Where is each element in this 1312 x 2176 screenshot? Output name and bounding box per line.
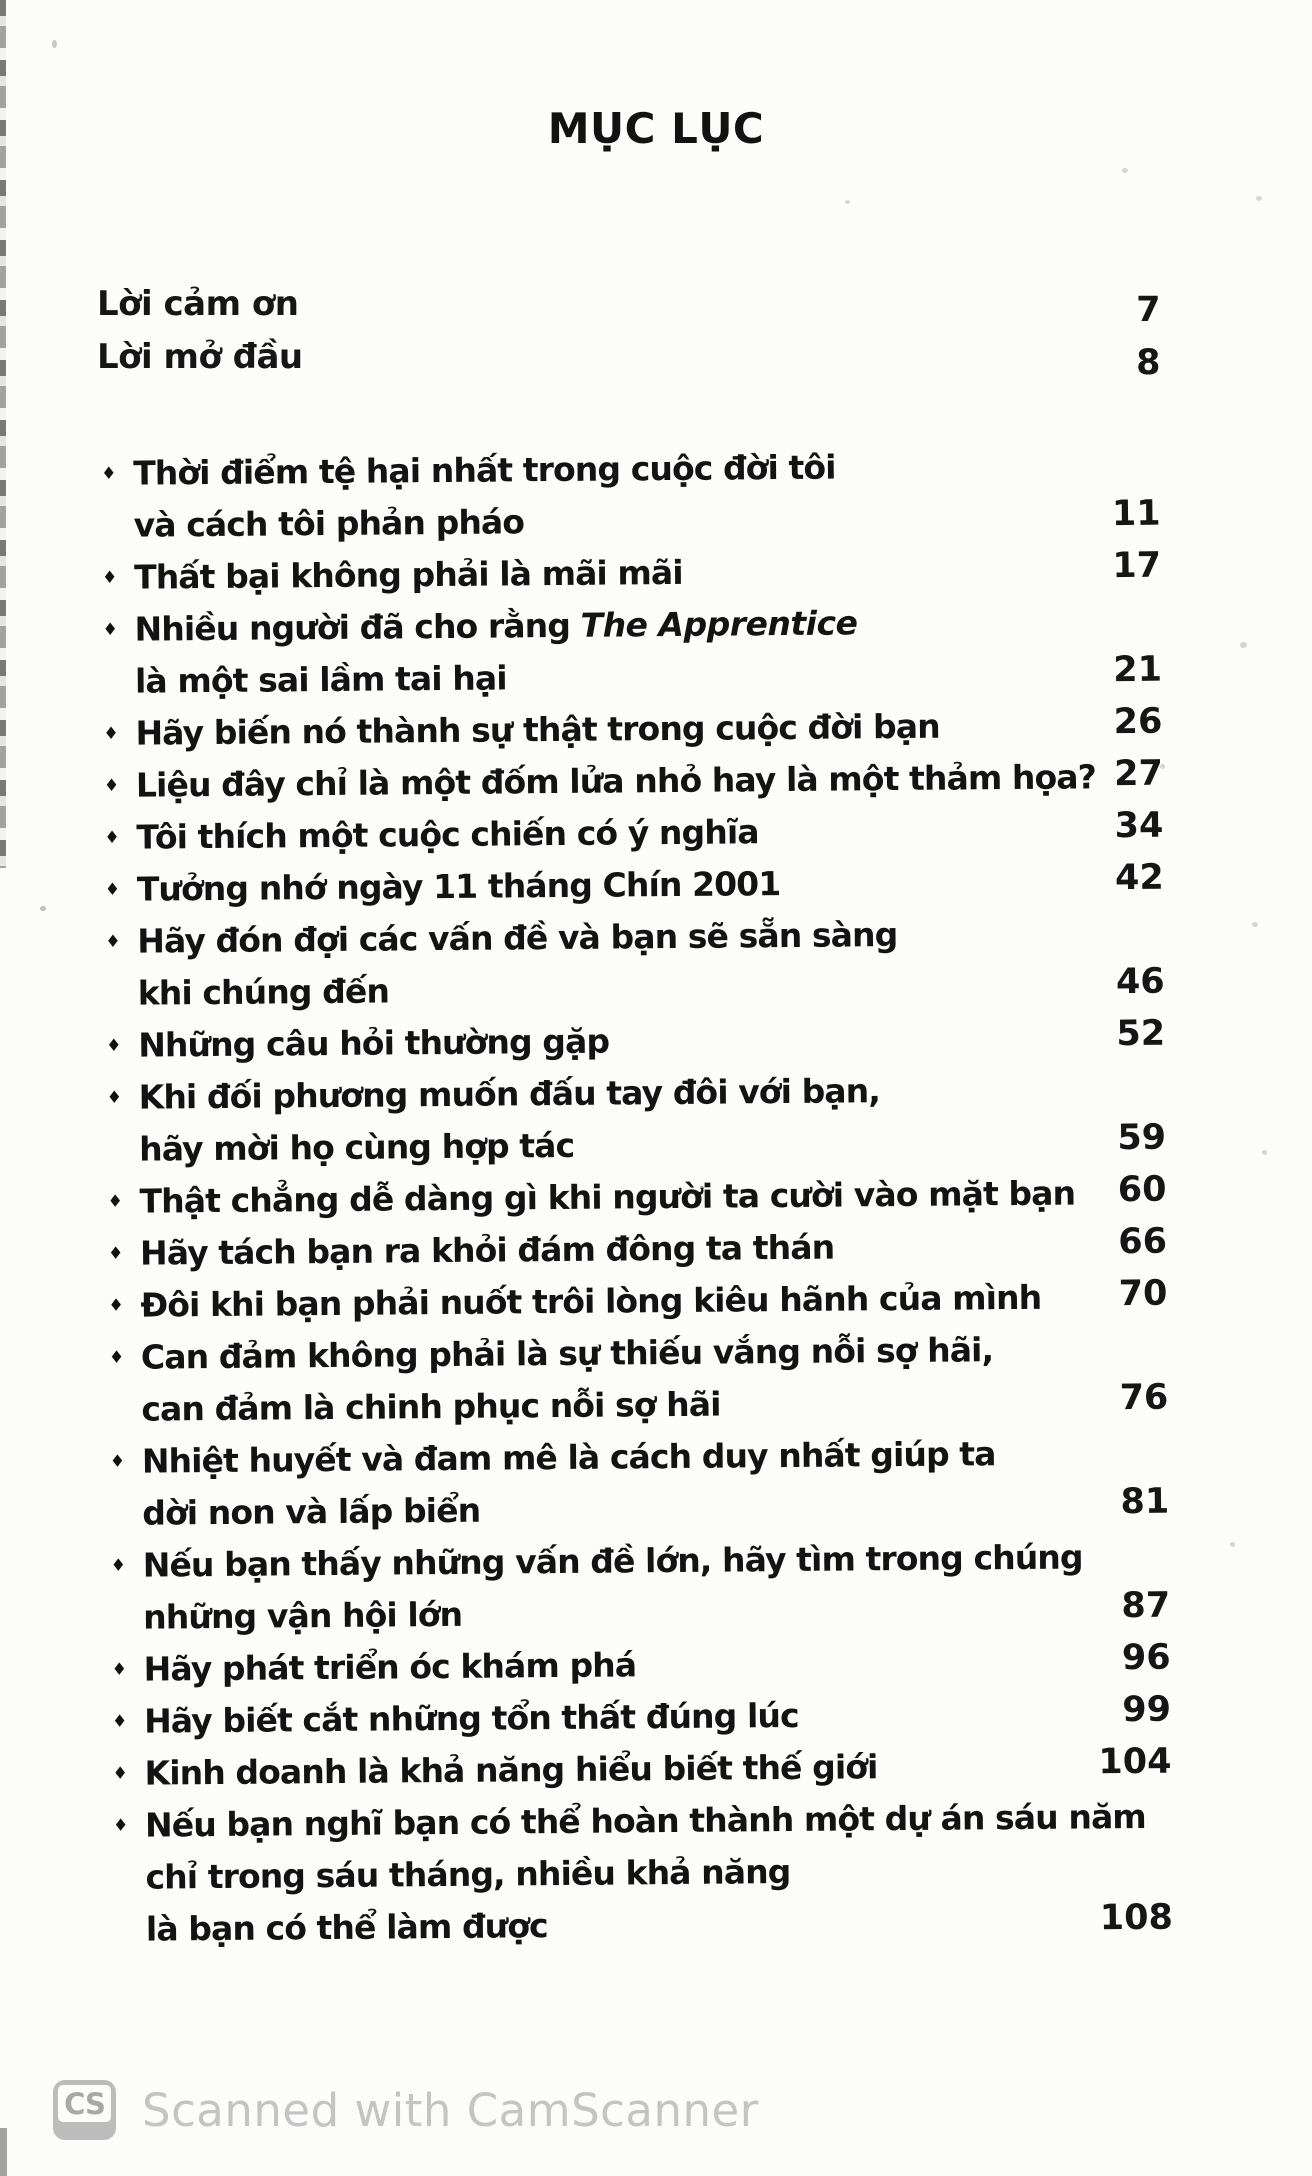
toc-entry [108,1687,1171,1748]
toc-page-number: 76 [1119,1377,1169,1419]
toc-entry-text [134,595,1074,707]
toc-entry [103,1167,1166,1228]
bullet-icon: ♦ [109,1451,126,1472]
scan-speckle [1256,196,1262,201]
toc-entry-line: Hãy biến nó thành sự thật trong cuộc đời bạn [135,706,940,753]
toc-entry [102,1011,1165,1072]
toc-entry [101,855,1164,916]
toc-entry-line: Nếu bạn nghĩ bạn có thể hoàn thành một dự án sáu năm [144,1796,1146,1845]
front-matter [97,278,1160,384]
toc-entry [109,1791,1173,1956]
toc-entry [100,803,1163,864]
toc-entry-line: Thật chẳng dễ dàng gì khi người ta cười vào mặt bạn [139,1173,1076,1221]
front-matter-row [97,331,1160,384]
toc-entry-text [142,1427,1082,1539]
toc-page-number: 87 [1121,1585,1171,1627]
toc-entry-text [133,439,1073,551]
toc-entry-text [138,1063,1078,1175]
bullet-icon: ♦ [110,1555,127,1576]
front-matter-row [97,278,1160,331]
toc-entry [100,751,1163,812]
toc-entry-line: Nhiều người đã cho rằng The Apprentice [134,603,858,649]
camscanner-logo-icon [53,2080,116,2140]
toc-page-number: 81 [1120,1481,1170,1523]
scan-speckle [1252,922,1258,927]
toc-entry-line: Can đảm không phải là sự thiếu vắng nỗi sợ hãi, [140,1330,994,1377]
front-matter-page-number: 7 [1136,290,1160,330]
toc-entry [102,1063,1166,1176]
toc-entry [107,1531,1171,1644]
camscanner-footer [53,2080,759,2140]
toc-entry-text [140,1271,1079,1331]
toc-entry [98,595,1162,708]
toc-entry-line: Kinh doanh là khả năng hiểu biết thế giới [144,1747,878,1793]
toc-page-number: 46 [1115,961,1165,1003]
toc-entry-line: Tôi thích một cuộc chiến có ý nghĩa [136,812,759,857]
toc-entry-line: Hãy biết cắt những tổn thất đúng lúc [143,1695,799,1741]
bullet-icon: ♦ [106,1035,122,1056]
toc-entry-line: Khi đối phương muốn đấu tay đôi với bạn, [138,1071,881,1117]
toc-entry-text [134,543,1073,603]
toc-page-number: 99 [1122,1689,1172,1731]
toc-page-number: 42 [1114,857,1164,899]
bullet-icon: ♦ [107,1191,123,1212]
toc-entry-line: là một sai lầm tai hại [134,658,507,701]
toc-entry-line: là bạn có thể làm được [145,1906,548,1949]
toc-entry-text [137,907,1077,1019]
toc-entry-text [135,751,1097,811]
bullet-icon: ♦ [112,1711,128,1732]
toc-entry-line: Hãy phát triển óc khám phá [143,1645,637,1689]
toc-entry-text [144,1687,1083,1747]
toc-entry-text [144,1739,1083,1799]
toc-entry [108,1739,1171,1800]
bullet-icon: ♦ [105,931,121,952]
bullet-icon: ♦ [112,1763,128,1784]
toc-entry [98,543,1161,604]
toc-entry-text [143,1635,1082,1695]
bullet-icon: ♦ [106,1087,123,1108]
toc-entry-line: Hãy đón đợi các vấn đề và bạn sẽ sẵn sàng [137,915,898,961]
scan-speckle [845,200,850,204]
scan-edge-artifact-bottom [0,2128,7,2176]
toc-entry-line: Liệu đây chỉ là một đốm lửa nhỏ hay là một thảm họa? [135,757,1097,805]
toc-page-number: 108 [1099,1897,1174,1939]
toc-page-number: 96 [1121,1637,1171,1679]
scan-speckle [52,40,57,48]
table-of-contents [97,439,1173,1956]
toc-entry-line: Thời điểm tệ hại nhất trong cuộc đời tôi [133,447,836,493]
toc-page-number: 11 [1111,493,1161,535]
scan-speckle [1230,1542,1235,1547]
toc-page-number: 21 [1113,649,1163,691]
toc-entry-line: Đôi khi bạn phải nuốt trôi lòng kiêu hãnh của mình [140,1277,1042,1325]
toc-entry [101,907,1165,1020]
toc-entry [105,1323,1169,1436]
front-matter-label: Lời cảm ơn [97,284,299,324]
bullet-icon: ♦ [104,879,121,900]
toc-entry-line: Thất bại không phải là mãi mãi [133,552,683,597]
toc-entry-line: Hãy tách bạn ra khỏi đám đông ta thán [139,1227,835,1273]
toc-entry-line: Nhiệt huyết và đam mê là cách duy nhất giúp ta [141,1434,996,1481]
toc-page-number: 60 [1117,1169,1167,1211]
toc-entry [107,1635,1170,1696]
toc-entry-line: chỉ trong sáu tháng, nhiều khả năng [145,1852,791,1897]
toc-entry-text [141,1323,1081,1435]
toc-entry-text [136,803,1075,863]
toc-page-number: 104 [1098,1741,1172,1783]
toc-entry-line: Nếu bạn thấy những vấn đề lớn, hãy tìm trong chúng [142,1537,1083,1585]
toc-entry [99,699,1162,760]
bullet-icon: ♦ [112,1815,129,1836]
toc-page-number: 34 [1114,805,1164,847]
bullet-icon: ♦ [107,1243,124,1264]
camscanner-watermark: Scanned with CamScanner [142,2083,759,2137]
toc-entry-line: Những câu hỏi thường gặp [138,1021,610,1065]
front-matter-page-number: 8 [1136,343,1160,383]
toc-entry-line: và cách tôi phản pháo [133,502,525,545]
toc-page-number: 66 [1118,1221,1168,1263]
bullet-icon: ♦ [102,619,118,640]
toc-page-number: 17 [1112,545,1162,587]
toc-entry [97,439,1161,552]
toc-entry-line: dời non và lấp biển [142,1490,481,1533]
toc-entry-text [135,699,1074,759]
bullet-icon: ♦ [111,1659,128,1680]
scan-speckle [1122,168,1128,173]
toc-entry-text [140,1219,1079,1279]
toc-entry [106,1427,1170,1540]
bullet-icon: ♦ [108,1295,124,1316]
toc-entry-line: khi chúng đến [137,971,390,1013]
front-matter-label: Lời mở đầu [97,337,303,377]
bullet-icon: ♦ [103,723,119,744]
toc-page-number: 52 [1116,1013,1166,1055]
toc-entry-text [143,1531,1083,1643]
toc-entry-line: Tưởng nhớ ngày 11 tháng Chín 2001 [136,864,781,909]
scan-speckle [40,906,46,911]
toc-page-number: 70 [1118,1273,1168,1315]
toc-entry-text [139,1167,1078,1227]
toc-page-number: 26 [1113,701,1163,743]
toc-entry-line: những vận hội lớn [143,1594,463,1637]
toc-page-number: 27 [1113,753,1164,795]
toc-entry [104,1271,1167,1332]
toc-entry-text [137,855,1076,915]
toc-entry-line: can đảm là chinh phục nỗi sợ hãi [141,1384,721,1429]
scan-speckle [1262,1150,1267,1155]
toc-page-number: 59 [1117,1117,1167,1159]
toc-entry [104,1219,1167,1280]
scan-speckle [1240,642,1247,648]
page-title: MỤC LỤC [547,104,765,153]
toc-entry-line: hãy mời họ cùng hợp tác [138,1125,575,1169]
bullet-icon: ♦ [103,775,120,796]
toc-entry-text [138,1011,1077,1071]
bullet-icon: ♦ [101,463,117,484]
bullet-icon: ♦ [104,827,120,848]
camscanner-logo-letters: CS [58,2085,111,2122]
bullet-icon: ♦ [108,1347,125,1368]
bullet-icon: ♦ [102,567,118,588]
